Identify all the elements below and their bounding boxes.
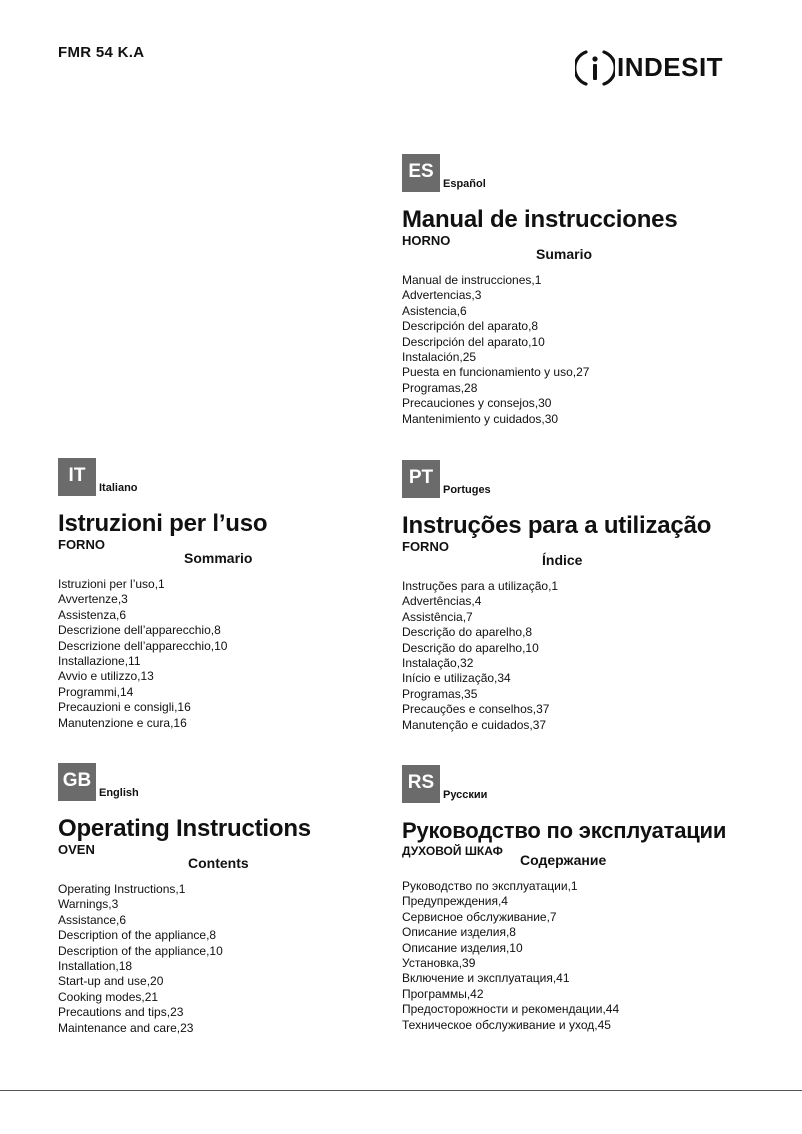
- list-item: Descrição do aparelho,10: [402, 640, 539, 655]
- list-item: Руководство по эксплуатации,1: [402, 879, 578, 893]
- list-item: Precauciones y consejos,30: [402, 396, 552, 411]
- appliance-type: FORNO: [402, 539, 449, 554]
- list-item: Operating Instructions,1: [58, 882, 186, 896]
- list-item: Installazione,11: [58, 654, 141, 669]
- indesit-logo-icon: [575, 48, 615, 88]
- list-item: Описание изделия,8: [402, 925, 516, 940]
- manual-title: Istruzioni per l’uso: [58, 510, 268, 537]
- list-item: Mantenimiento y cuidados,30: [402, 411, 559, 426]
- list-item: Precauções e conselhos,37: [402, 702, 550, 717]
- language-name: Español: [443, 178, 486, 190]
- list-item: Assistência,7: [402, 609, 473, 624]
- list-item: Включение и эксплуатация,41: [402, 971, 570, 986]
- list-item: Assistance,6: [58, 912, 127, 927]
- list-item: Precautions and tips,23: [58, 1005, 184, 1020]
- language-name: Italiano: [99, 482, 138, 494]
- list-item: Descripción del aparato,8: [402, 319, 539, 334]
- section-it: [58, 458, 418, 731]
- list-item: Puesta en funcionamiento y uso,27: [402, 365, 590, 380]
- list-item: Descrição do aparelho,8: [402, 625, 533, 640]
- footer-divider: [0, 1090, 802, 1091]
- list-item: Assistenza,6: [58, 607, 127, 622]
- list-item: Precauzioni e consigli,16: [58, 700, 191, 715]
- contents-heading: Sommario: [184, 550, 253, 566]
- language-badge: GB: [58, 763, 96, 801]
- section-pt: [402, 460, 762, 733]
- contents-list: [58, 577, 418, 731]
- language-badge: ES: [402, 154, 440, 192]
- list-item: Programas,28: [402, 380, 478, 395]
- list-item: Descripción del aparato,10: [402, 334, 545, 349]
- list-item: Descrizione dell’apparecchio,8: [58, 623, 221, 638]
- list-item: Istruzioni per l’uso,1: [58, 577, 165, 591]
- list-item: Advertencias,3: [402, 288, 482, 303]
- model-number: FMR 54 K.A: [58, 44, 145, 61]
- contents-list: [402, 579, 762, 733]
- list-item: Asistencia,6: [402, 303, 467, 318]
- brand-name: INDESIT: [617, 52, 724, 82]
- list-item: Manual de instrucciones,1: [402, 273, 542, 287]
- list-item: Start-up and use,20: [58, 974, 164, 989]
- appliance-type: ДУХОВОЙ ШКАФ: [402, 844, 503, 858]
- list-item: Warnings,3: [58, 897, 119, 912]
- list-item: Programmi,14: [58, 684, 134, 699]
- manual-title: Руководство по эксплуатации: [402, 818, 727, 843]
- language-name: Portuges: [443, 484, 491, 496]
- list-item: Техническое обслуживание и уход,45: [402, 1017, 611, 1032]
- list-item: Manutenção e cuidados,37: [402, 717, 547, 732]
- list-item: Instalación,25: [402, 350, 477, 365]
- list-item: Установка,39: [402, 956, 476, 971]
- list-item: Instruções para a utilização,1: [402, 579, 559, 593]
- contents-heading: Sumario: [536, 246, 593, 262]
- list-item: Advertências,4: [402, 594, 482, 609]
- contents-list: [58, 882, 418, 1036]
- indesit-logo: [575, 48, 735, 88]
- list-item: Programas,35: [402, 686, 478, 701]
- appliance-type: OVEN: [58, 842, 95, 857]
- list-item: Maintenance and care,23: [58, 1020, 194, 1035]
- list-item: Программы,42: [402, 986, 484, 1001]
- list-item: Description of the appliance,10: [58, 943, 223, 958]
- list-item: Avvio e utilizzo,13: [58, 669, 154, 684]
- contents-list: [402, 879, 762, 1033]
- manual-title: Instruções para a utilização: [402, 512, 712, 539]
- section-es: [402, 154, 762, 427]
- contents-list: [402, 273, 762, 427]
- manual-title: Manual de instrucciones: [402, 206, 678, 233]
- section-rs: [402, 765, 762, 1033]
- language-name: Русскии: [443, 789, 488, 801]
- list-item: Instalação,32: [402, 656, 474, 671]
- appliance-type: HORNO: [402, 233, 451, 248]
- language-badge: PT: [402, 460, 440, 498]
- list-item: Предупреждения,4: [402, 894, 508, 909]
- list-item: Описание изделия,10: [402, 940, 523, 955]
- list-item: Manutenzione e cura,16: [58, 715, 187, 730]
- contents-heading: Содержание: [520, 852, 607, 868]
- list-item: Descrizione dell’apparecchio,10: [58, 638, 228, 653]
- list-item: Cooking modes,21: [58, 989, 159, 1004]
- manual-title: Operating Instructions: [58, 815, 311, 842]
- section-gb: [58, 763, 418, 1036]
- list-item: Сервисное обслуживание,7: [402, 909, 557, 924]
- list-item: Предосторожности и рекомендации,44: [402, 1002, 620, 1017]
- list-item: Description of the appliance,8: [58, 928, 217, 943]
- language-name: English: [99, 787, 139, 799]
- contents-heading: Contents: [188, 855, 249, 871]
- appliance-type: FORNO: [58, 537, 105, 552]
- list-item: Installation,18: [58, 959, 133, 974]
- list-item: Avvertenze,3: [58, 592, 128, 607]
- language-badge: RS: [402, 765, 440, 803]
- language-badge: IT: [58, 458, 96, 496]
- contents-heading: Índice: [542, 552, 583, 568]
- list-item: Início e utilização,34: [402, 671, 511, 686]
